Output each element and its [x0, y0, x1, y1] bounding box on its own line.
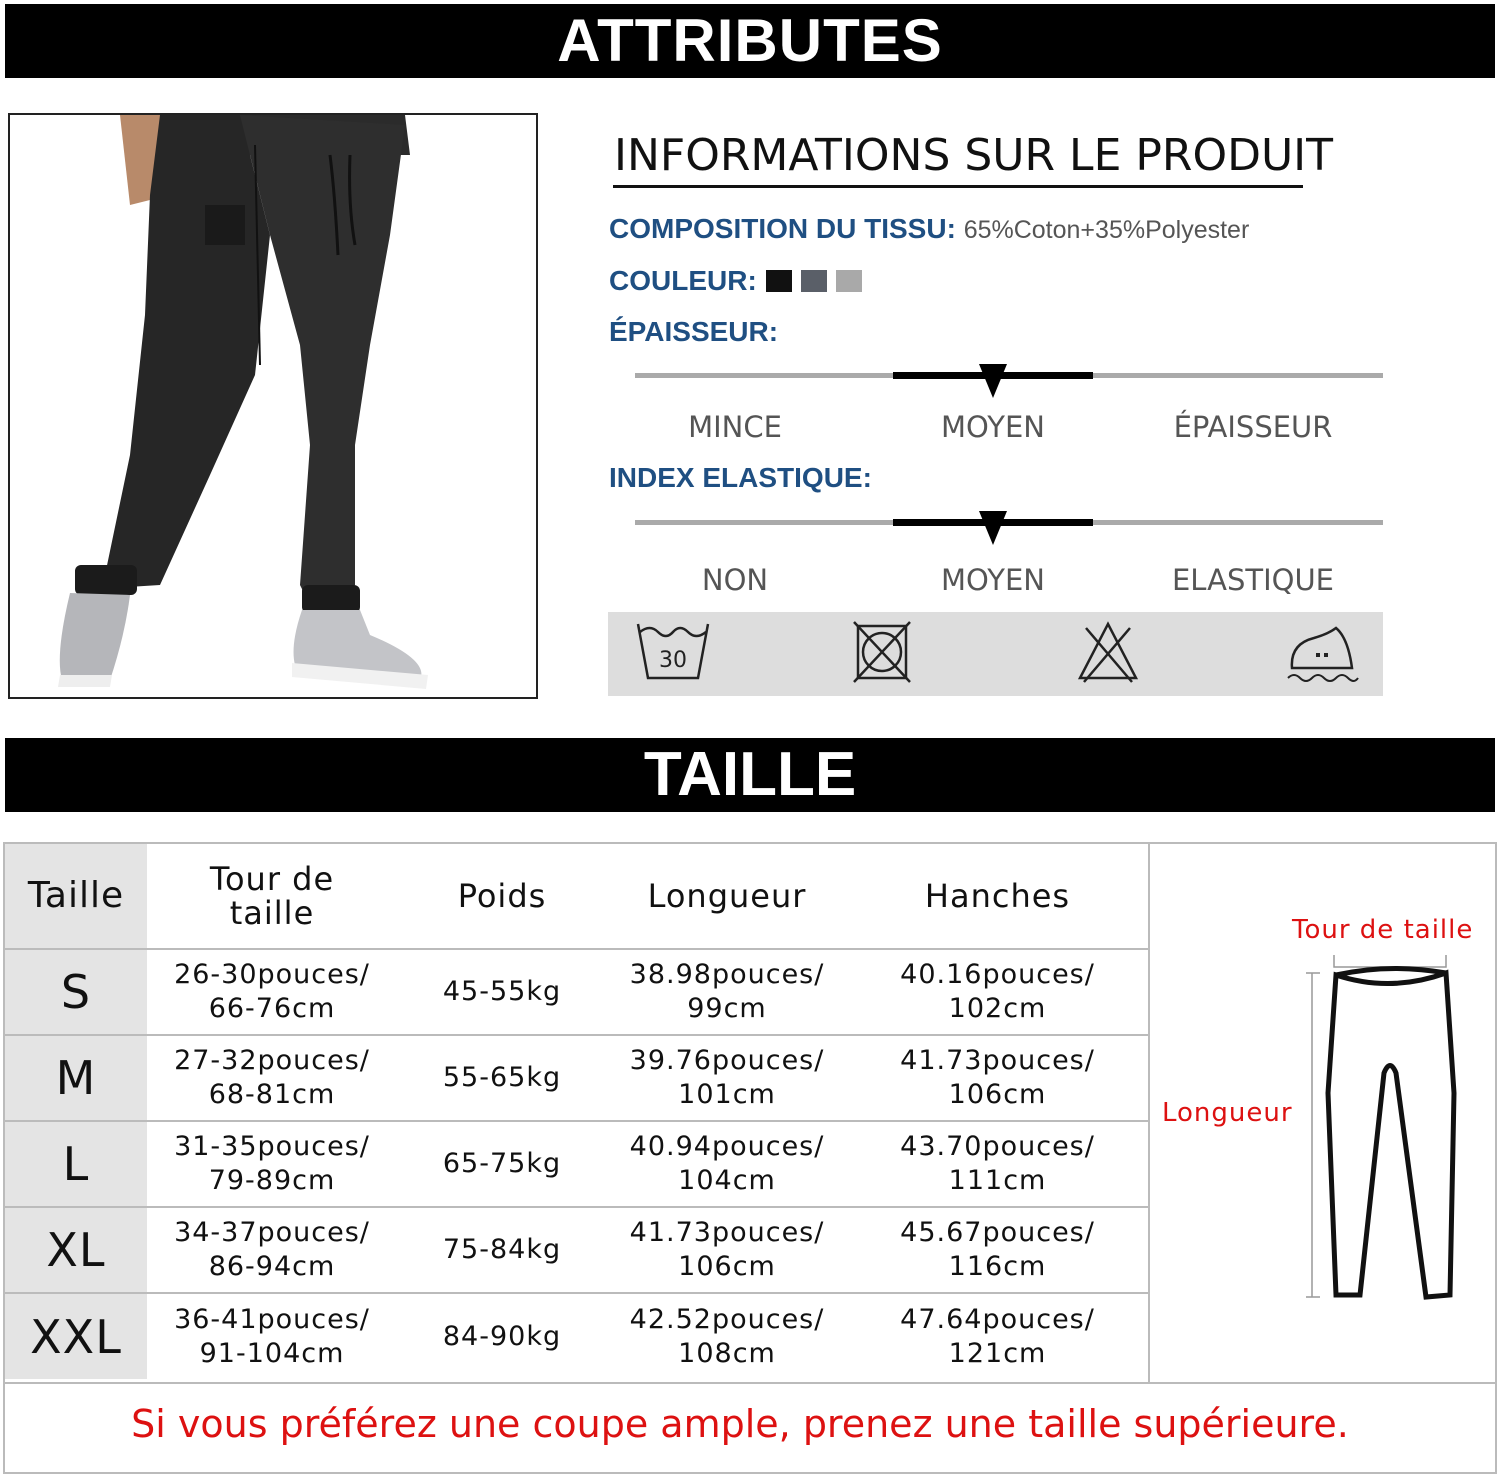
header-hips: Hanches — [924, 876, 1071, 915]
hips-cell: 45.67pouces/ 116cm — [847, 1207, 1148, 1293]
waist-cell: 27-32pouces/ 68-81cm — [147, 1035, 397, 1121]
thickness-scale-low: MINCE — [688, 410, 782, 444]
elastic-scale-mid: MOYEN — [941, 563, 1045, 597]
length-cell: 42.52pouces/ 108cm — [607, 1293, 847, 1379]
table-header-row — [5, 843, 1148, 949]
product-photo — [8, 113, 538, 699]
wash-temp-label: 30 — [659, 648, 687, 673]
waist-cell: 31-35pouces/ 79-89cm — [147, 1121, 397, 1207]
hips-cell: 41.73pouces/ 106cm — [847, 1035, 1148, 1121]
table-row — [5, 1207, 1148, 1293]
hips-cell: 47.64pouces/ 121cm — [847, 1293, 1148, 1379]
length-cell: 39.76pouces/ 101cm — [607, 1035, 847, 1121]
header-length: Longueur — [647, 876, 807, 915]
jogger-pants-image — [10, 115, 536, 697]
hips-cell: 40.16pouces/ 102cm — [847, 949, 1148, 1035]
no-tumble-dry-icon — [852, 620, 912, 684]
size-cell: XL — [5, 1207, 147, 1293]
weight-cell: 75-84kg — [397, 1207, 607, 1293]
color-label: COULEUR: — [609, 265, 757, 296]
weight-cell: 84-90kg — [397, 1293, 607, 1379]
product-info-title: INFORMATIONS SUR LE PRODUIT — [614, 130, 1334, 181]
elastic-pointer-icon — [979, 511, 1007, 545]
waist-cell: 36-41pouces/ 91-104cm — [147, 1293, 397, 1379]
header-size: Taille — [5, 843, 147, 949]
diagram-length-label: Longueur — [1162, 1098, 1293, 1128]
thickness-label: ÉPAISSEUR: — [609, 316, 779, 347]
size-table — [5, 843, 1148, 1379]
pants-outline-icon — [1150, 843, 1500, 1383]
table-row — [5, 1121, 1148, 1207]
diagram-waist-label: Tour de taille — [1292, 915, 1474, 945]
color-row — [609, 265, 862, 297]
size-cell: XXL — [5, 1293, 147, 1379]
length-cell: 40.94pouces/ 104cm — [607, 1121, 847, 1207]
table-row — [5, 1293, 1148, 1379]
composition-value: 65%Coton+35%Polyester — [963, 216, 1250, 244]
thickness-scale-high: ÉPAISSEUR — [1173, 410, 1333, 444]
thickness-scale-mid: MOYEN — [941, 410, 1045, 444]
color-swatch-dark-gray — [801, 270, 827, 292]
color-swatch-light-gray — [836, 270, 862, 292]
thickness-scale-track — [635, 373, 1383, 378]
iron-low-icon — [1284, 620, 1360, 686]
care-instructions — [608, 612, 1383, 696]
elastic-label: INDEX ELASTIQUE: — [609, 462, 872, 493]
thickness-pointer-icon — [979, 364, 1007, 398]
size-diagram — [1148, 843, 1500, 1383]
wash-30-icon — [636, 620, 710, 684]
composition-row — [609, 213, 1249, 245]
hips-cell: 43.70pouces/ 111cm — [847, 1121, 1148, 1207]
elastic-scale-low: NON — [701, 563, 769, 597]
waist-cell: 34-37pouces/ 86-94cm — [147, 1207, 397, 1293]
header-waist: Tour de taille — [209, 859, 335, 932]
size-cell: L — [5, 1121, 147, 1207]
no-bleach-icon — [1076, 620, 1140, 684]
title-underline — [613, 185, 1303, 188]
color-swatch-black — [766, 270, 792, 292]
table-row — [5, 1035, 1148, 1121]
elastic-scale-high: ELASTIQUE — [1171, 563, 1335, 597]
size-cell: M — [5, 1035, 147, 1121]
attributes-banner: ATTRIBUTES — [5, 4, 1495, 78]
waist-cell: 26-30pouces/ 66-76cm — [147, 949, 397, 1035]
weight-cell: 55-65kg — [397, 1035, 607, 1121]
size-cell: S — [5, 949, 147, 1035]
length-cell: 38.98pouces/ 99cm — [607, 949, 847, 1035]
weight-cell: 65-75kg — [397, 1121, 607, 1207]
fit-advice-note: Si vous préférez une coupe ample, prenez une taille supérieure. — [131, 1402, 1349, 1446]
header-weight: Poids — [457, 876, 547, 915]
table-bottom-divider — [5, 1382, 1497, 1384]
composition-label: COMPOSITION DU TISSU: — [609, 213, 956, 244]
table-row — [5, 949, 1148, 1035]
weight-cell: 45-55kg — [397, 949, 607, 1035]
length-cell: 41.73pouces/ 106cm — [607, 1207, 847, 1293]
size-banner: TAILLE — [5, 738, 1495, 812]
elastic-scale-track — [635, 520, 1383, 525]
